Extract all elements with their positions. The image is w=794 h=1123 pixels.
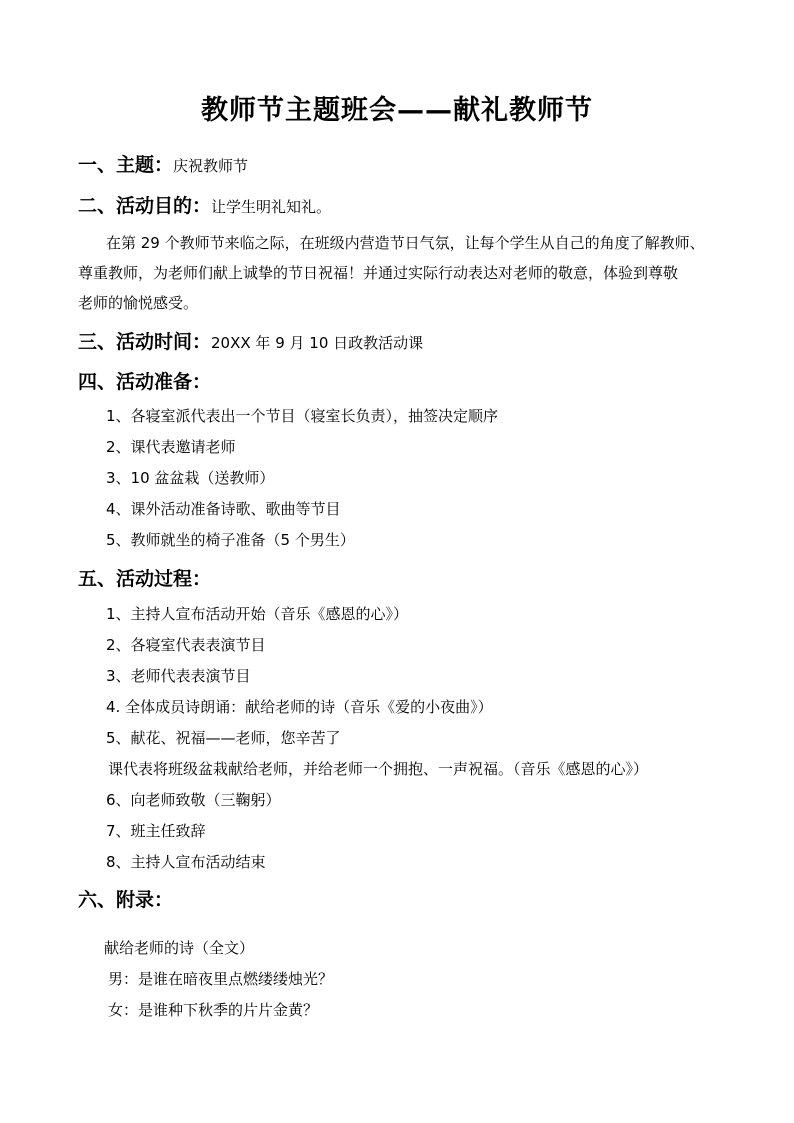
list-item: 8、主持人宣布活动结束 <box>106 853 266 871</box>
document-title: 教师节主题班会——献礼教师节 <box>201 95 593 126</box>
appendix-line: 献给老师的诗（全文） <box>104 939 255 957</box>
list-item: 3、老师代表表演节目 <box>106 667 251 685</box>
list-item: 1、主持人宣布活动开始（音乐《感恩的心》） <box>106 605 409 623</box>
list-item: 6、向老师致敬（三鞠躬） <box>106 791 281 809</box>
section-2-heading: 二、活动目的： <box>78 195 212 217</box>
list-item: 2、课代表邀请老师 <box>106 438 236 456</box>
list-item: 5、教师就坐的椅子准备（5 个男生） <box>106 531 355 549</box>
appendix-line: 男：是谁在暗夜里点燃缕缕烛光？ <box>108 970 334 988</box>
list-item: 5、献花、祝福——老师，您辛苦了 <box>106 729 341 747</box>
section-1-note: 庆祝教师节 <box>173 157 249 175</box>
list-item: 3、10 盆盆栽（送教师） <box>106 469 275 487</box>
list-item: 2、各寝室代表表演节目 <box>106 636 266 654</box>
appendix-line: 女：是谁种下秋季的片片金黄？ <box>108 1001 319 1019</box>
list-item: 4. 全体成员诗朗诵：献给老师的诗（音乐《爱的小夜曲》） <box>106 698 493 716</box>
section-3-heading: 三、活动时间： <box>78 331 212 353</box>
section-2-paragraph-line: 在第 29 个教师节来临之际，在班级内营造节日气氛，让每个学生从自己的角度了解教师、 <box>106 234 705 252</box>
list-item: 1、各寝室派代表出一个节目（寝室长负责），抽签决定顺序 <box>106 407 499 425</box>
section-3-note: 20XX 年 9 月 10 日政教活动课 <box>211 334 424 352</box>
section-1-heading: 一、主题： <box>78 154 174 176</box>
section-2-note: 让学生明礼知礼。 <box>211 198 332 216</box>
section-2-paragraph-line: 老师的愉悦感受。 <box>78 294 199 312</box>
section-4-heading: 四、活动准备： <box>78 371 212 393</box>
list-item: 7、班主任致辞 <box>106 822 206 840</box>
section-5-heading: 五、活动过程： <box>78 568 212 590</box>
section-3-heading-line <box>78 327 423 354</box>
section-2-paragraph-line: 尊重教师，为老师们献上诚挚的节日祝福！并通过实际行动表达对老师的敬意，体验到尊敬 <box>78 264 679 282</box>
section-6-heading: 六、附录： <box>78 889 174 911</box>
list-item: 课代表将班级盆栽献给老师，并给老师一个拥抱、一声祝福。（音乐《感恩的心》） <box>108 760 649 778</box>
list-item: 4、课外活动准备诗歌、歌曲等节目 <box>106 500 341 518</box>
section-2-heading-line <box>78 191 331 218</box>
section-1-heading-line <box>78 150 248 177</box>
